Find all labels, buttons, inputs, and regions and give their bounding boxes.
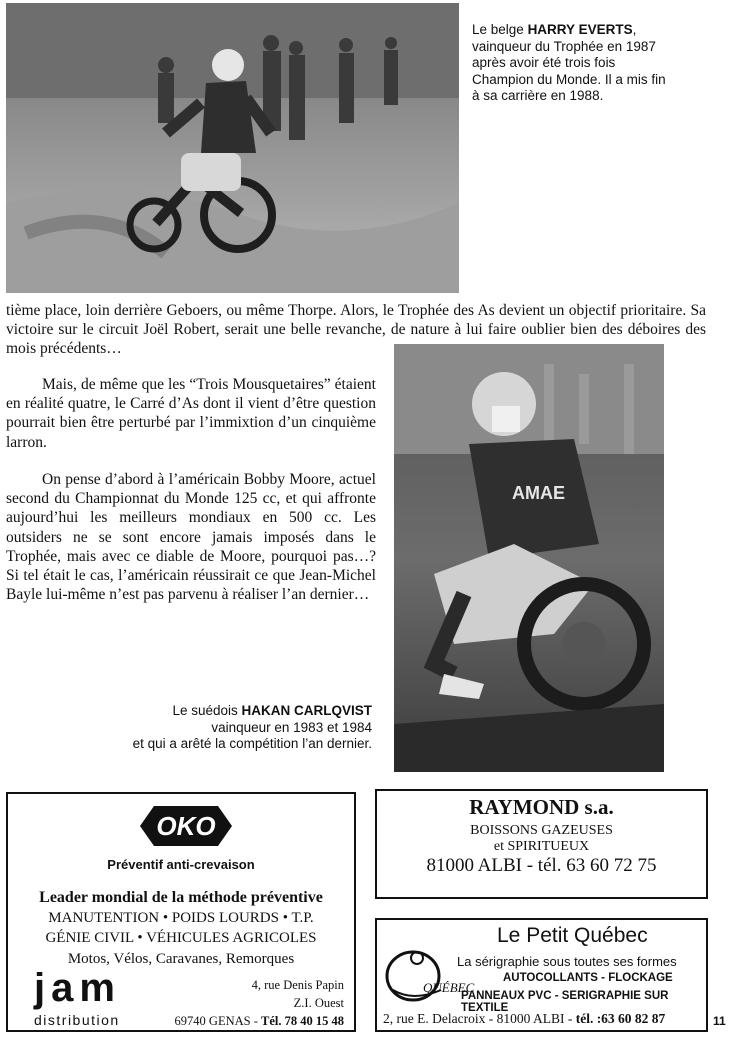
paragraph-2-text: Mais, de même que les “Trois Mousquetaires” étaient en réalité quatre, le Carré d’As dont il vient d’être question pourrait bien être perturbé par l’immixtion d’un cinquième larron.	[6, 376, 376, 451]
oko-lead: Leader mondial de la méthode préventive	[39, 889, 323, 906]
caption-line: après avoir été trois fois	[472, 55, 616, 70]
oko-logo	[126, 804, 246, 848]
quebec-line-3: PANNEAUX PVC - SERIGRAPHIE SUR TEXTILE	[461, 990, 669, 1014]
jam-brand: jam	[34, 966, 121, 1010]
paragraph-3-text: On pense d’abord à l’américain Bobby Moore, actuel second du Championnat du Monde 125 cc, et qui affronte aujourd’hui les meilleurs mondiaux en 500 cc. Les outsiders ne se sont encore jamais imposés dans le Trophée, mais avec ce diable de Moore, pourquoi pas…? Si tel était le cas, l’américain réussirait ce que Jean-Michel Bayle lui-même n’est pas parvenu à réaliser l’an dernier…	[6, 471, 376, 604]
quebec-phone: tél. :63 60 82 87	[575, 1011, 666, 1026]
oko-logo-text: OKO	[156, 811, 216, 841]
oko-line-2: GÉNIE CIVIL • VÉHICULES AGRICOLES	[45, 930, 317, 946]
paragraph-intro-text: tième place, loin derrière Geboers, ou même Thorpe. Alors, le Trophée des As devient un objectif prioritaire. Sa victoire sur le circuit Joël Robert, serait une belle revanche, de nature à lui faire oublier bien des déboires des mois précédents…	[6, 302, 706, 358]
caption-prefix: Le belge	[472, 22, 528, 37]
jam-address-2: Z.I. Ouest	[293, 996, 344, 1010]
photo-hakan-carlqvist	[394, 344, 664, 772]
ad-oko-jam	[6, 792, 356, 1032]
oko-line-1: MANUTENTION • POIDS LOURDS • T.P.	[48, 910, 314, 926]
quebec-street: 2, rue E. Delacroix - 81000 ALBI -	[383, 1011, 576, 1026]
quebec-title: Le Petit Québec	[497, 924, 648, 947]
caption-name: HARRY EVERTS	[527, 22, 633, 37]
oko-tagline: Préventif anti-crevaison	[107, 857, 255, 872]
caption-prefix: Le suédois	[172, 703, 242, 718]
quebec-line-1: La sérigraphie sous toutes ses formes	[457, 954, 677, 969]
jam-address-1: 4, rue Denis Papin	[251, 978, 344, 992]
raymond-line-1: BOISSONS GAZEUSES	[470, 823, 613, 838]
page-number: 11	[713, 1014, 726, 1028]
jam-city: 69740 GENAS -	[174, 1014, 262, 1028]
caption-line: à sa carrière en 1988.	[472, 88, 604, 103]
photo-harry-everts	[6, 3, 459, 293]
svg-text:AMAE: AMAE	[512, 483, 565, 503]
caption-line: et qui a arêté la compétition l’an dernier.	[132, 736, 372, 751]
ad-petit-quebec	[375, 918, 708, 1032]
paragraph-trois-mousquetaires	[6, 375, 376, 452]
raymond-phone: 81000 ALBI - tél. 63 60 72 75	[426, 855, 657, 876]
caption-line: vainqueur en 1983 et 1984	[211, 719, 372, 735]
quebec-line-2: AUTOCOLLANTS - FLOCKAGE	[503, 972, 673, 984]
jam-phone: Tél. 78 40 15 48	[261, 1014, 344, 1028]
jam-brand-sub: distribution	[34, 1012, 120, 1028]
jam-address-3	[175, 1014, 344, 1029]
quebec-address	[383, 1011, 665, 1027]
caption-line: vainqueur du Trophée en 1987	[472, 38, 656, 54]
caption-line: Champion du Monde. Il a mis fin	[472, 71, 666, 87]
quebec-logo	[383, 940, 475, 1008]
caption-name: HAKAN CARLQVIST	[241, 703, 372, 718]
ad-raymond	[375, 789, 708, 899]
oko-line-3: Motos, Vélos, Caravanes, Remorques	[67, 951, 295, 967]
caption-hakan-carlqvist	[100, 703, 372, 753]
raymond-title: RAYMOND s.a.	[469, 795, 614, 819]
caption-harry-everts: Le belge HARRY EVERTS, vainqueur du Trophée en 1987 après avoir été trois fois Champion du Monde. Il a mis fin à sa carrière en 1988.	[472, 22, 712, 105]
raymond-line-2: et SPIRITUEUX	[493, 839, 590, 854]
quebec-logo-text: QUÉBEC	[423, 980, 475, 995]
paragraph-bobby-moore	[6, 470, 376, 604]
